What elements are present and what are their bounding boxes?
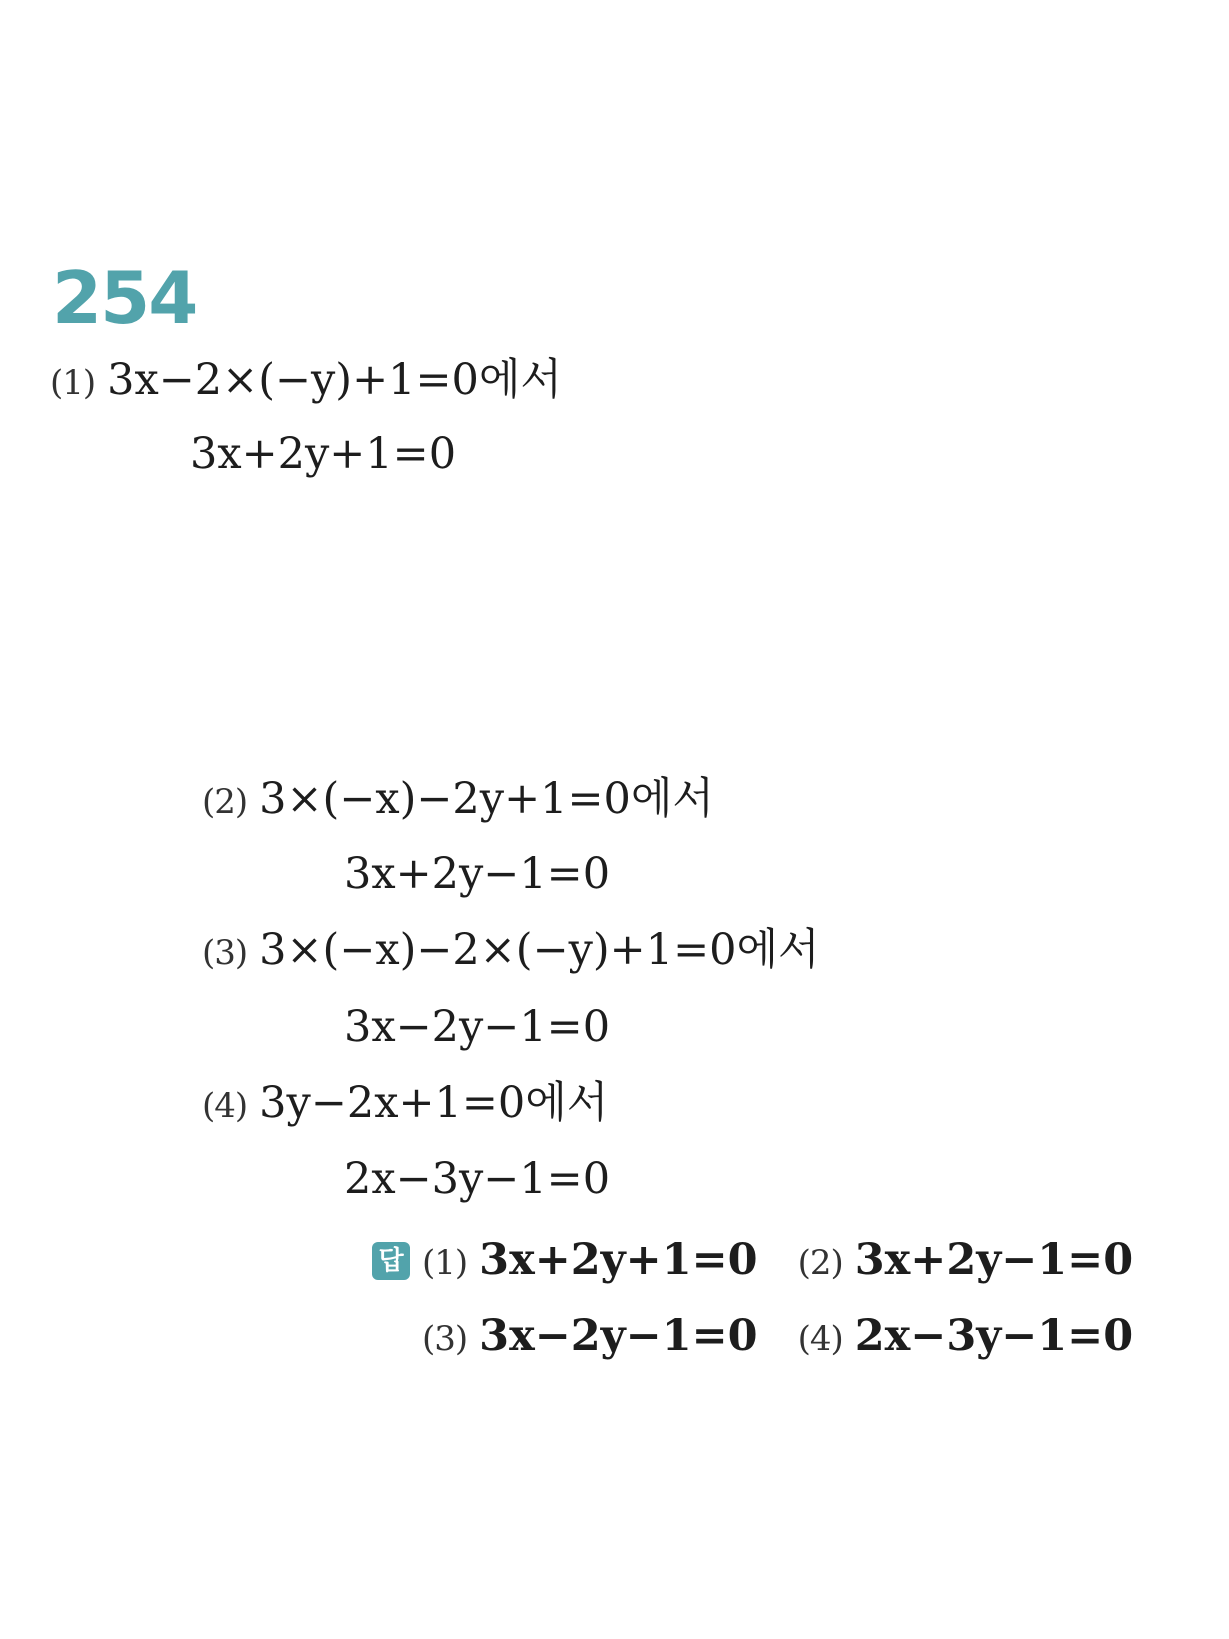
answer-text: 3x+2y+1=0 [479,1235,758,1285]
step-3-equation [202,922,820,981]
answer-badge: 답 [372,1242,410,1280]
step-2-equation [202,771,714,830]
step-1-equation [50,352,562,411]
answer-text: 3x+2y−1=0 [854,1235,1134,1285]
answer-text: 3x−2y−1=0 [479,1311,758,1361]
answer-number: (2) [797,1243,843,1283]
answer-row-1 [422,1232,1133,1291]
equation-text: 3x−2×(−y)+1=0에서 [107,355,562,405]
step-4-result: 2x−3y−1=0 [344,1154,611,1204]
answer-number: (3) [422,1319,468,1359]
equation-text: 3×(−x)−2y+1=0에서 [259,774,714,824]
answer-number: (1) [422,1243,468,1283]
equation-text: 3y−2x+1=0에서 [259,1078,609,1128]
answer-number: (4) [797,1319,843,1359]
step-1-result: 3x+2y+1=0 [190,429,457,479]
problem-number: 254 [52,256,197,340]
step-4-equation [202,1075,608,1134]
step-2-result: 3x+2y−1=0 [344,849,611,899]
step-number: (2) [202,782,248,822]
equation-text: 3×(−x)−2×(−y)+1=0에서 [259,925,820,975]
step-number: (1) [50,363,96,403]
answer-text: 2x−3y−1=0 [854,1311,1134,1361]
step-number: (3) [202,933,248,973]
step-number: (4) [202,1086,248,1126]
step-3-result: 3x−2y−1=0 [344,1002,611,1052]
answer-row-2 [422,1308,1133,1367]
